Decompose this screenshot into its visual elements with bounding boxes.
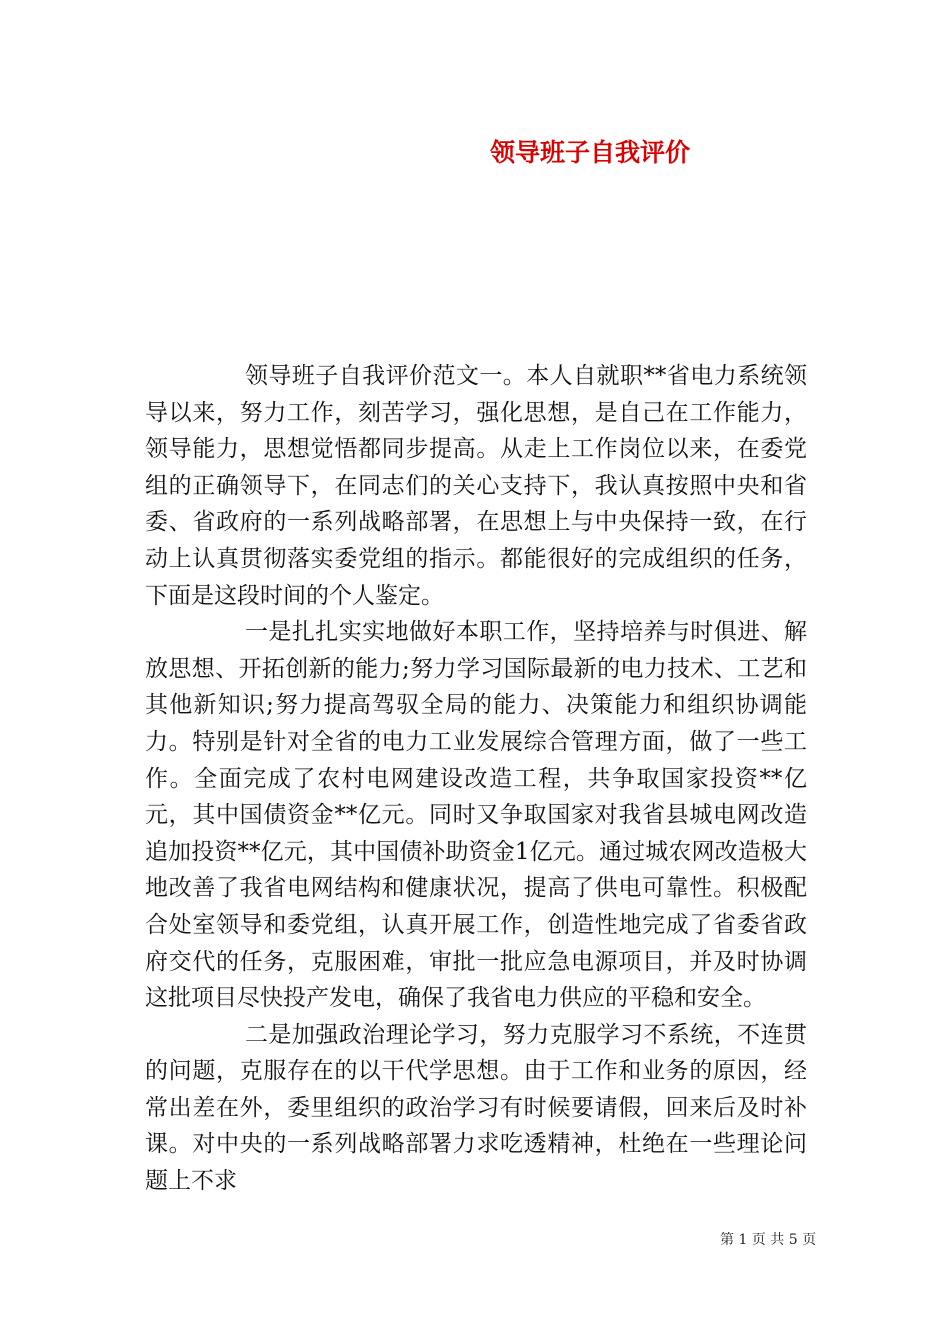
paragraph-3: 二是加强政治理论学习，努力克服学习不系统，不连贯的问题，克服存在的以干代学思想。由于工作和业务的原因，经常出差在外，委里组织的政治学习有时候要请假，回来后及时补课。对中央的一系列战略部署力求吃透精神，杜绝在一些理论问题上不求 xyxy=(145,1021,807,1195)
page-number-footer: 第 1 页 共 5 页 xyxy=(720,1232,817,1248)
document-title: 领导班子自我评价 xyxy=(489,138,690,167)
paragraph-2: 一是扎扎实实地做好本职工作，坚持培养与时俱进、解放思想、开拓创新的能力;努力学习国际最新的电力技术、工艺和其他新知识;努力提高驾驭全局的能力、决策能力和组织协调能力。特别是针对全省的电力工业发展综合管理方面，做了一些工作。全面完成了农村电网建设改造工程，共争取国家投资**亿元，其中国债资金**亿元。同时又争取国家对我省县城电网改造追加投资**亿元，其中国债补助资金1亿元。通过城农网改造极大地改善了我省电网结构和健康状况，提高了供电可靠性。积极配合处室领导和委党组，认真开展工作，创造性地完成了省委省政府交代的任务，克服困难，审批一批应急电源项目，并及时协调这批项目尽快投产发电，确保了我省电力供应的平稳和安全。 xyxy=(145,619,807,1012)
paragraph-1: 领导班子自我评价范文一。本人自就职**省电力系统领导以来，努力工作，刻苦学习，强化思想，是自己在工作能力，领导能力，思想觉悟都同步提高。从走上工作岗位以来，在委党组的正确领导下，在同志们的关心支持下，我认真按照中央和省委、省政府的一系列战略部署，在思想上与中央保持一致，在行动上认真贯彻落实委党组的指示。都能很好的完成组织的任务，下面是这段时间的个人鉴定。 xyxy=(145,363,807,609)
document-body xyxy=(145,358,807,1200)
